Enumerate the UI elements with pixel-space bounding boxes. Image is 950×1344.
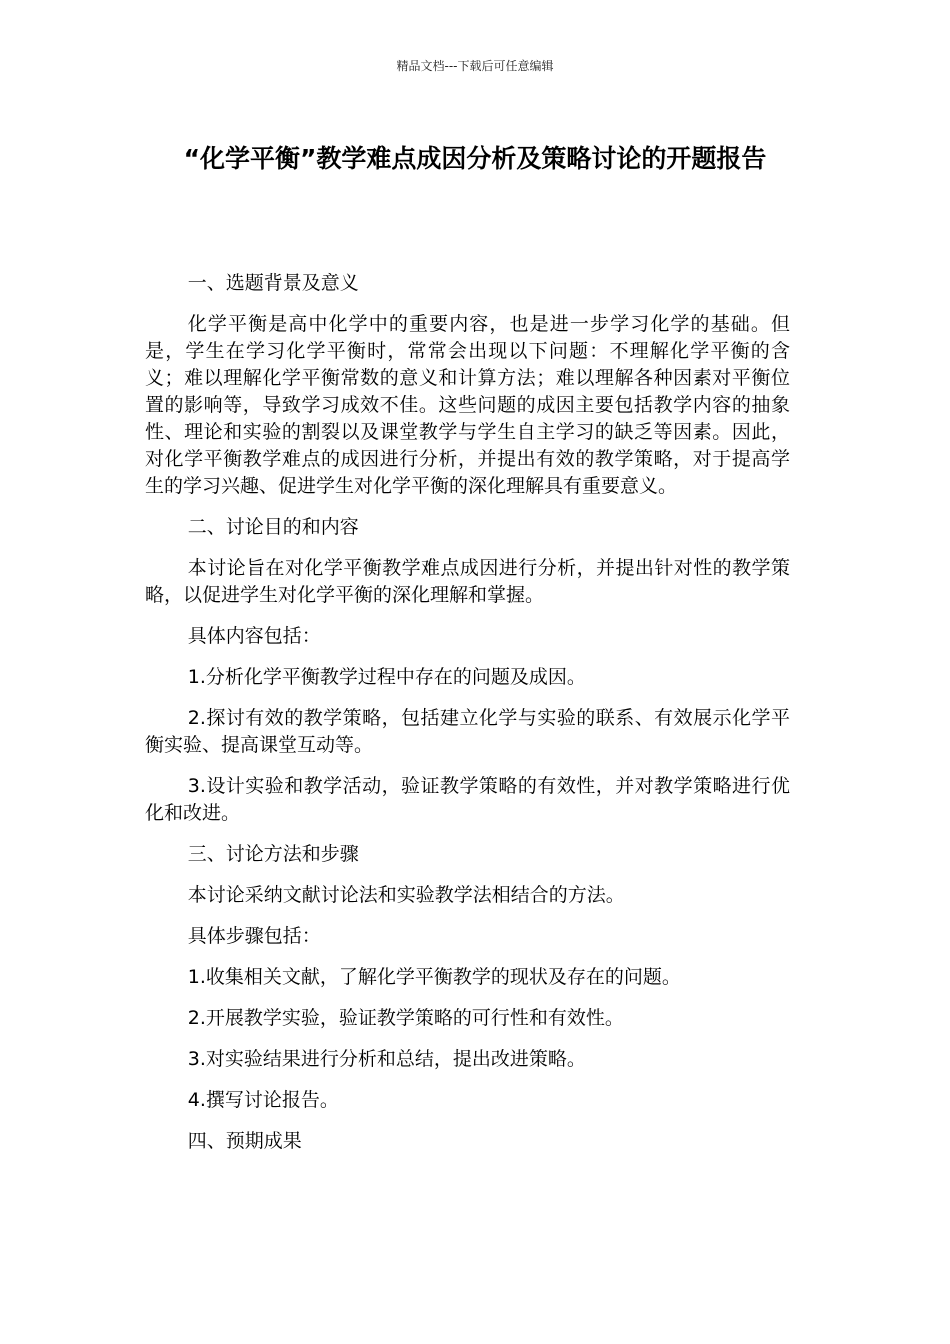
list-item-step-2: 2.开展教学实验，验证教学策略的可行性和有效性。 [187, 1007, 624, 1029]
list-item-step-4: 4.撰写讨论报告。 [187, 1089, 339, 1111]
list-item-step-3: 3.对实验结果进行分析和总结，提出改进策略。 [187, 1048, 586, 1070]
document-title: “化学平衡”教学难点成因分析及策略讨论的开题报告 [183, 144, 767, 173]
list-item-content-2: 2.探讨有效的教学策略，包括建立化学与实验的联系、有效展示化学平衡实验、提高课堂互动等。 [145, 707, 790, 756]
list-item-content-3: 3.设计实验和教学活动，验证教学策略的有效性，并对教学策略进行优化和改进。 [145, 775, 790, 824]
list-item-step-1: 1.收集相关文献，了解化学平衡教学的现状及存在的问题。 [187, 966, 681, 988]
section-heading-method: 三、讨论方法和步骤 [187, 843, 359, 865]
paragraph-steps-intro: 具体步骤包括： [187, 925, 321, 947]
paragraph-background: 化学平衡是高中化学中的重要内容，也是进一步学习化学的基础。但是，学生在学习化学平衡时，常常会出现以下问题：不理解化学平衡的含义；难以理解化学平衡常数的意义和计算方法；难以理解各种因素对平衡位置的影响等，导致学习成效不佳。这些问题的成因主要包括教学内容的抽象性、理论和实验的割裂以及课堂教学与学生自主学习的缺乏等因素。因此，对化学平衡教学难点的成因进行分析，并提出有效的教学策略，对于提高学生的学习兴趣、促进学生对化学平衡的深化理解具有重要意义。 [145, 313, 790, 497]
section-heading-background: 一、选题背景及意义 [187, 272, 359, 294]
list-item-content-1: 1.分析化学平衡教学过程中存在的问题及成因。 [187, 666, 586, 688]
paragraph-purpose: 本讨论旨在对化学平衡教学难点成因进行分析，并提出针对性的教学策略，以促进学生对化学平衡的深化理解和掌握。 [145, 557, 790, 606]
section-heading-purpose: 二、讨论目的和内容 [187, 516, 359, 538]
paragraph-method: 本讨论采纳文献讨论法和实验教学法相结合的方法。 [187, 884, 625, 906]
header-note: 精品文档---下载后可任意编辑 [396, 59, 554, 73]
paragraph-content-intro: 具体内容包括： [187, 625, 321, 647]
section-heading-outcomes: 四、预期成果 [187, 1130, 302, 1152]
document-body [145, 270, 790, 1169]
